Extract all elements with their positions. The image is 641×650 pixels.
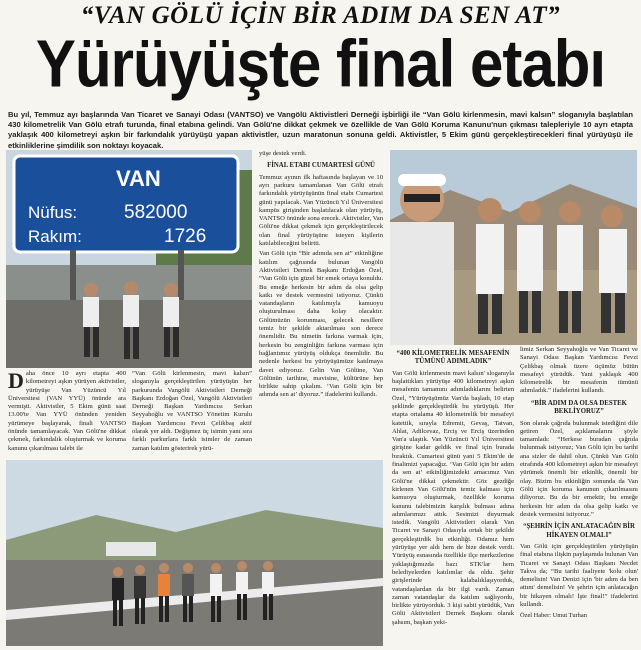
- column-3-paragraph-1: Temmuz ayının ilk haftasında başlayan ve 10 ayrı parkuru tamamlanan Van Gölü etrafı farkındalık yürüyüşünün final etabı Cumartesi günü yapılacak. Van Yüzüncü Yıl Üniversitesi kampüs girişinden başlatılacak olan yürüyüş, VANTSO önünde sona erecek. Aktivistler, Van Gölü'ne dikkat çekmek için gerçekleştirilecek olan final yürüyüşüne isteyen kişilerin katılabileceğini belirtti.: [259, 173, 383, 248]
- photo-walkers-selfie: [390, 150, 637, 345]
- column-5-paragraph-2: Son olarak çağrıda bulunmak istediğini dile getiren Özel, açıklamalarını şöyle tamamladı: “Herkese buradan çağrıda bulunmak istiyoruz; Van Gölü için bu tarihi ana sizler de dahil olun. Çünkü Van Gölü etrafında 400 kilometreyi aşkın bir mesafeyi yürümek önemli bir etkinlik, önemli bir olay. Bizim bu etkinliğin sonunda da Van Gölü için koruma kanunun çıkarılmasını diliyoruz. Bu da bir emektir, bu emeğe herkesin bir adım da olsa gelip katkı ve destek vermesini istiyoruz.”: [520, 419, 638, 518]
- column-3-intro: yüşe destek verdi.: [259, 150, 307, 157]
- column-4-text: Van Gölü kirlenmesin mavi kalsın' sloganıyla başlattıkları yürüyüşe 400 kilometreyi aşkın mesafenin tamamını adımladıklarını belirten Özel, “Yürüyüşümüz Van'da başladı, 10 etap şeklinde gerçekleştirdik bu yürüyüşü. Her etapta ortalama 40 kilometrelik bir mesafeyi katettik, sırayla Edremit, Gevaş, Tatvan, Ahlat, Adilcevaz, Erciş ve Erciş üzerinden Van'a ulaştık. Van Yüzüncü Yıl Üniversitesi girişine kadar geldik ve final için burada bıraktık. Cumartesi günü yani 5 Ekim'de de finalimizi yapacağız. ‘Van Gölü için bir adım da sen at’ etkinliğimizdeki amacımız Van Gölü'ne dikkat çekmektir. Göz gezdiğe kirlenen Van Gölü'nün temiz kalması için kamuoyu oluşturmak, özellikle koruma kanunu talebimizin karşılık bulması adına adımlarımızı attık. Sesimizi duyurmak istedik. Vangölü Aktivistleri olarak Van Ticaret ve Sanayi Odasıyla ortak bir şekilde gerçekleştirdik bu etkinliği. Odamız hem yürüyüşe yer aldı hem de bize destek verdi. Yürüyüş esnasında özellikle ilçe merkezlerine yaklaştığımızda bazı STK'lar hem belediyelerden katılımlar da oldu. Şehir girişlerinde kalabalıklaşıyorduk, vatandaşlardan da bir ilgi vardı. Zaman zaman vatandaşlar da katılım sağlıyordu, birlikte yürüyorduk. 3 kişi sabit yürüdük, Van Gölü Aktivistleri Dernek Başkanı olarak şahsım, başkan yeki-: [392, 369, 514, 626]
- subheading-hikaye: “ŞEHRİN İÇİN ANLATACAĞIN BİR HİKAYEN OLMALI”: [523, 523, 635, 539]
- photo-walkers-image: [390, 150, 637, 345]
- sign-pop-label: Nüfus:: [28, 203, 78, 222]
- article-column-3: [259, 150, 383, 402]
- article-column-4: [392, 346, 514, 629]
- column-5-paragraph-1: limiz Serkan Seyyahoğlu ve Van Ticaret ve Sanayi Odası Başkan Yardımcısı Fevzi Çelikbaş olmak üzere üçümüz bütün mesafeyi yürüdük. Yani yaklaşık 400 kilometrelik bir mesafenin tümünü adımladık.” ifadelerini kullandı.: [520, 346, 638, 395]
- main-headline: Yürüyüşte final etabı: [35, 25, 606, 101]
- sign-alt-value: 1726: [164, 226, 207, 247]
- sign-alt-label: Rakım:: [28, 227, 82, 246]
- sign-pop-value: 582000: [124, 202, 188, 223]
- photo-group-image: [6, 460, 383, 646]
- article-column-2: [132, 370, 252, 453]
- column-3-paragraph-2: Van Gölü için “Bir adımda sen at” etkinliğine katılım çağrısında bulunan Vangölü Aktivistleri Dernek Başkanı Erdoğan Özel, “Van Gölü için güzel bir emek ortaya konuldu. Bu emeğe herkesin bir adım da olsa gelip katkı ve destek vermesini istiyoruz. Çünkü vatandaşların katılımıyla kamuoyu oluşturulması daha kolay olacaktır. Gölümüzün korunması, gelecek nesillere temiz bir şekilde aktarılması son derece önemlidir. Bu nimetin farkına varmak için, herkesin bu zenginliğin farkına varması için bağlantımız yürüyüş oldukça önemlidir. Bu nedenle herkesi bu yürüyüşümüze katılmaya davet ediyoruz. Gelin Van Gölüne, Van Gölünün tarihine, mavisine, kültürüne hep birlikte sahip çıkalım. ‘Van Gölü için bir adımda sen at’ diyoruz.” ifadelerini kullandı.: [259, 250, 383, 399]
- subheading-destek: “BİR ADIM DA OLSA DESTEK BEKLİYORUZ”: [531, 399, 627, 416]
- photo-van-sign-image: [6, 150, 252, 368]
- kicker-headline: “VAN GÖLÜ İÇİN BİR ADIM DA SEN AT”: [80, 2, 561, 29]
- column-1-text: aha önce 10 ayrı etapta 400 kilometreyi aşkın yürüyen aktivistler, yürüyüşe Van Yüzüncü Yıl Üniversitesi (VAN YYÜ) önünde ara vermişti. Aktivistler, 5 Ekim günü saat 13.00'te Van YYÜ önünden yeniden yürümeye başlayarak, finali VANTSO önünde tamamlayacak. Van Gölü'ne dikkat çekmek, farkındalık oluşturmak ve koruma kanunu çıkarılması talebi ile: [8, 370, 126, 452]
- byline-credit: Özel Haber: Umut Turhan: [520, 612, 587, 620]
- article-column-5: [520, 346, 638, 621]
- drop-cap: D: [8, 368, 24, 393]
- article-column-1: [8, 370, 126, 453]
- lede-paragraph: Bu yıl, Temmuz ayı başlarında Van Ticaret ve Sanayi Odası (VANTSO) ve Vangölü Aktivistleri Derneği işbirliği ile “Van Gölü kirlenmesin, mavi kalsın” sloganıyla başlatılan 430 kilometrelik Van Gölü etrafı turunda, final etabına gelindi. Van Gölü'ne dikkat çekmek ve özellikle de Van Gölü Koruma Kanunu'nun çıkması talepleriyle 10 ayrı etapta yaklaşık 400 kilometreyi aşkın bir farkındalık yürüyüşü yapan aktivistler, uzun maratonun sonuna geldi. Aktivistler, 5 Ekim günü gerçekleştirecekleri final yürüyüşü ile etkinliklerine şimdilik son noktayı koyacak.: [8, 110, 633, 150]
- photo-group-road: [6, 460, 383, 646]
- sign-city: VAN: [116, 166, 161, 191]
- subheading-400-km: “400 KİLOMETRELİK MESAFENİN TÜMÜNÜ ADIMLADIK”: [396, 350, 510, 366]
- column-2-text: “Van Gölü kirlenmesin, mavi kalsın” sloganıyla gerçekleştirilen yürüyüşün her parkurunda Vangölü Aktivistleri Derneği Başkanı Erdoğan Özel, Vangölü Aktivistleri Derneği Başkan Yardımcısı Serkan Seyyahoğlu ve VANTSO Yönetim Kurulu Başkan Yardımcısı Fevzi Çelikbaş aktif olarak yer aldı. Değişmez üç isimin yanı sıra farklı parkurlara farklı isimler de zaman zaman katılım gösterirek yürü-: [132, 370, 252, 452]
- column-5-paragraph-3: Van Gölü için gerçekleştirilen yürüyüşün final etabına ilişkin paylaşımda bulunan Van Ticaret ve Sanayi Odası Başkanı Necdet Takva da; “Bu tarihi faaliyete 'kolu olun' demelisin! Van Denizi için 'bir adım da ben attım' demelisin! Ve şehrin için anlatacağın bir hikayen olmalı! İşte final!” ifadelerini kullandı.: [520, 542, 638, 609]
- photo-van-sign: [6, 150, 252, 368]
- subheading-final-etabi: FİNAL ETABI CUMARTESİ GÜNÜ: [267, 162, 375, 170]
